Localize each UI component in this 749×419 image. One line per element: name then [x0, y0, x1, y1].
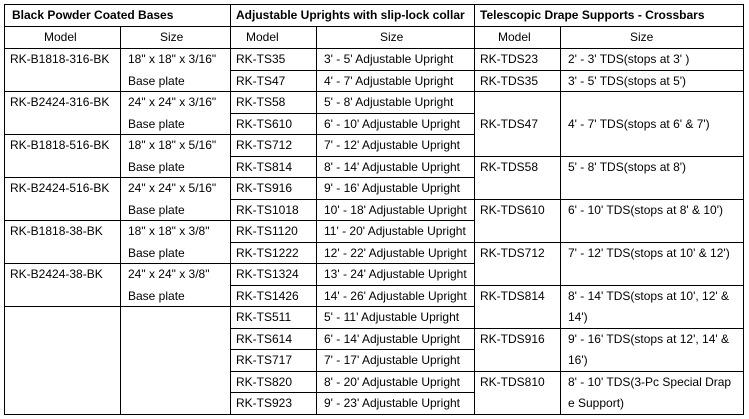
grid-hline	[230, 70, 475, 71]
grid-hline	[230, 91, 475, 92]
column-header-size: Size	[160, 30, 184, 44]
upright-model-cell: RK-TS1120	[236, 224, 298, 238]
upright-size-cell: 9' - 16' Adjustable Upright	[324, 181, 460, 195]
grid-hline	[474, 91, 744, 92]
upright-size-cell: 10' - 18' Adjustable Upright	[324, 202, 467, 217]
upright-model-cell: RK-TS712	[236, 138, 293, 152]
upright-model-cell: RK-TS814	[236, 159, 293, 174]
drape-size-cell: e Support)	[568, 396, 625, 410]
upright-size-cell: 7' - 17' Adjustable Upright	[324, 353, 460, 367]
grid-hline	[4, 414, 744, 415]
upright-model-cell: RK-TS610	[236, 116, 293, 131]
grid-hline	[4, 4, 744, 5]
grid-hline	[230, 371, 475, 372]
grid-hline	[4, 306, 231, 307]
base-size-cell: Base plate	[128, 202, 185, 217]
upright-size-cell: 6' - 14' Adjustable Upright	[324, 331, 460, 346]
drape-model-cell: RK-TDS35	[480, 73, 539, 88]
grid-hline	[474, 70, 744, 71]
drape-model-cell: RK-TDS47	[480, 116, 539, 131]
base-model-cell: RK-B2424-38-BK	[10, 267, 103, 281]
drape-size-cell: 4' - 7' TDS(stops at 6' & 7')	[568, 116, 710, 131]
drape-model-cell: RK-TDS58	[480, 159, 539, 174]
drape-model-cell: RK-TDS814	[480, 288, 545, 303]
grid-hline	[4, 263, 231, 264]
grid-hline	[230, 242, 475, 243]
column-header-size: Size	[630, 30, 654, 44]
base-size-cell: Base plate	[128, 116, 185, 131]
drape-size-cell: 6' - 10' TDS(stops at 8' & 10')	[568, 202, 724, 217]
grid-hline	[230, 177, 475, 178]
drape-size-cell: 5' - 8' TDS(stops at 8')	[568, 159, 687, 174]
upright-model-cell: RK-TS1426	[236, 288, 299, 303]
base-size-cell: 18" x 18" x 3/16"	[128, 52, 217, 66]
column-header-model: Model	[498, 30, 531, 44]
drape-model-cell: RK-TDS23	[480, 52, 539, 66]
section-title: Adjustable Uprights with slip-lock collar	[236, 8, 465, 22]
drape-size-cell: 16')	[568, 353, 588, 367]
base-size-cell: Base plate	[128, 73, 185, 88]
upright-model-cell: RK-TS47	[236, 73, 286, 88]
base-size-cell: 24" x 24" x 5/16"	[128, 181, 217, 195]
grid-vline	[743, 4, 744, 415]
base-size-cell: Base plate	[128, 159, 185, 174]
upright-model-cell: RK-TS820	[236, 374, 293, 389]
upright-model-cell: RK-TS511	[236, 310, 292, 324]
grid-hline	[474, 285, 744, 286]
grid-hline	[474, 156, 744, 157]
base-size-cell: Base plate	[128, 245, 185, 260]
drape-size-cell: 9' - 16' TDS(stops at 12', 14' &	[568, 331, 730, 346]
base-size-cell: 18" x 18" x 5/16"	[128, 138, 217, 152]
grid-hline	[474, 199, 744, 200]
drape-size-cell: 7' - 12' TDS(stops at 10' & 12')	[568, 245, 730, 260]
grid-hline	[230, 156, 475, 157]
upright-size-cell: 9' - 23' Adjustable Upright	[324, 396, 460, 410]
drape-size-cell: 3' - 5' TDS(stops at 5')	[568, 73, 687, 88]
grid-hline	[230, 220, 475, 221]
section-title: Telescopic Drape Supports - Crossbars	[480, 8, 705, 22]
grid-hline	[230, 392, 475, 393]
grid-hline	[230, 134, 475, 135]
base-model-cell: RK-B1818-516-BK	[10, 138, 110, 152]
grid-hline	[230, 113, 475, 114]
drape-model-cell: RK-TDS810	[480, 374, 545, 389]
grid-hline	[4, 220, 231, 221]
grid-vline	[4, 4, 5, 415]
drape-model-cell: RK-TDS916	[480, 331, 545, 346]
grid-vline	[474, 4, 475, 415]
upright-size-cell: 5' - 8' Adjustable Upright	[324, 95, 454, 109]
upright-model-cell: RK-TS1018	[236, 202, 299, 217]
grid-hline	[474, 371, 744, 372]
upright-model-cell: RK-TS58	[236, 95, 286, 109]
grid-hline	[4, 26, 744, 27]
upright-model-cell: RK-TS1222	[236, 245, 299, 260]
section-title: Black Powder Coated Bases	[12, 8, 174, 22]
grid-hline	[4, 48, 744, 49]
base-model-cell: RK-B1818-38-BK	[10, 224, 103, 238]
base-model-cell: RK-B2424-316-BK	[10, 95, 110, 109]
drape-model-cell: RK-TDS610	[480, 202, 545, 217]
base-size-cell: 24" x 24" x 3/16"	[128, 95, 217, 109]
column-header-model: Model	[246, 30, 279, 44]
upright-model-cell: RK-TS916	[236, 181, 293, 195]
grid-hline	[474, 328, 744, 329]
upright-model-cell: RK-TS923	[236, 396, 293, 410]
grid-hline	[4, 177, 231, 178]
column-header-model: Model	[44, 30, 77, 44]
upright-size-cell: 12' - 22' Adjustable Upright	[324, 245, 467, 260]
upright-model-cell: RK-TS614	[236, 331, 293, 346]
upright-size-cell: 11' - 20' Adjustable Upright	[324, 224, 466, 238]
drape-size-cell: 2' - 3' TDS(stops at 3' )	[568, 52, 690, 66]
grid-vline	[560, 26, 561, 415]
grid-vline	[230, 4, 231, 415]
upright-size-cell: 13' - 24' Adjustable Upright	[324, 267, 467, 281]
base-size-cell: 24" x 24" x 3/8"	[128, 267, 210, 281]
grid-hline	[4, 91, 231, 92]
upright-size-cell: 5' - 11' Adjustable Upright	[324, 310, 460, 324]
base-size-cell: 18" x 18" x 3/8"	[128, 224, 210, 238]
grid-hline	[4, 134, 231, 135]
base-model-cell: RK-B1818-316-BK	[10, 52, 110, 66]
drape-model-cell: RK-TDS712	[480, 245, 545, 260]
upright-size-cell: 14' - 26' Adjustable Upright	[324, 288, 467, 303]
upright-model-cell: RK-TS35	[236, 52, 286, 66]
upright-size-cell: 8' - 20' Adjustable Upright	[324, 374, 460, 389]
grid-hline	[230, 285, 475, 286]
upright-size-cell: 8' - 14' Adjustable Upright	[324, 159, 460, 174]
upright-model-cell: RK-TS717	[236, 353, 293, 367]
grid-hline	[474, 242, 744, 243]
drape-size-cell: 8' - 10' TDS(3-Pc Special Drap	[568, 374, 732, 389]
upright-size-cell: 4' - 7' Adjustable Upright	[324, 73, 454, 88]
grid-hline	[230, 306, 475, 307]
drape-size-cell: 8' - 14' TDS(stops at 10', 12' &	[568, 288, 730, 303]
grid-hline	[230, 263, 475, 264]
base-size-cell: Base plate	[128, 288, 185, 303]
upright-model-cell: RK-TS1324	[236, 267, 299, 281]
grid-hline	[230, 349, 475, 350]
grid-hline	[230, 328, 475, 329]
base-model-cell: RK-B2424-516-BK	[10, 181, 110, 195]
upright-size-cell: 3' - 5' Adjustable Upright	[324, 52, 454, 66]
drape-size-cell: 14')	[568, 310, 588, 324]
column-header-size: Size	[380, 30, 404, 44]
upright-size-cell: 6' - 10' Adjustable Upright	[324, 116, 460, 131]
upright-size-cell: 7' - 12' Adjustable Upright	[324, 138, 460, 152]
grid-hline	[230, 199, 475, 200]
